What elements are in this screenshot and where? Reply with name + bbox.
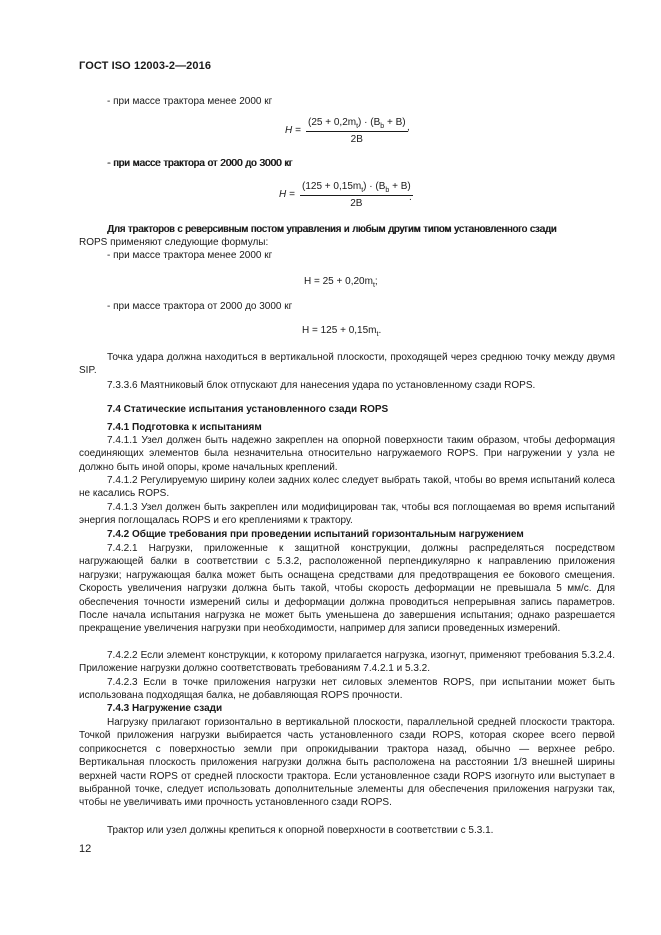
paragraph-7-4-2-1: 7.4.2.1 Нагрузки, приложенные к защитной конструкции, должны распределяться посредством нагружающей балки в соответствии с 5.3.2, расположенной перпендикулярно к направлению приложения нагрузки; нагружающая балка может быть оснащена средствами для предотвращения ее бокового смещения. Скорость увеличения нагрузки должна быть такой, чтобы скорость деформации не превышала 5 мм/с. Для обеспечения точности измерений силы и деформации должна проводиться непрерывная запись параметров. После начала испытания нагрузка не может быть уменьшена до завершения испытания; однако разрешается прекращение увеличения нагрузки при необходимости, например для записи проведенных измерений. [79,543,615,635]
paragraph-7-4-1-3: 7.4.1.3 Узел должен быть закреплен или модифицирован так, чтобы вся поглощаемая во время испытаний энергия поглощалась ROPS и его креплениями к трактору. [79,502,615,527]
section-heading-7-4-2: 7.4.2 Общие требования при проведении испытаний горизонтальным нагружением [107,529,524,540]
mass-condition-line: - при массе трактора от 2000 до 3000 кг [107,158,293,169]
paragraph-impact-point: Точка удара должна находиться в вертикальной плоскости, проходящей через среднюю точку между двумя SIP. [79,352,615,377]
paragraph-7-4-2-2: 7.4.2.2 Если элемент конструкции, к которому прилагается нагрузка, изогнут, применяют требования 5.3.2.4. Приложение нагрузки должно соответствовать требованиям 7.4.2.1 и 5.3.2. [79,650,615,675]
paragraph-7-4-1-1: 7.4.1.1 Узел должен быть надежно закреплен на опорной поверхности таким образом, чтобы деформация соединяющих элементов была незначительна относительно нагружаемого ROPS. При нагружении у узла не должно быть иной опоры, кроме начальных креплений. [79,435,615,473]
paragraph-7-4-2-3: 7.4.2.3 Если в точке приложения нагрузки нет силовых элементов ROPS, при испытании может быть использована подходящая балка, не добавляющая ROPS прочности. [79,677,615,702]
section-heading-7-4-1: 7.4.1 Подготовка к испытаниям [107,422,262,433]
document-header: ГОСТ ISO 12003-2—2016 [79,60,212,72]
formula-lhs: H = [279,189,295,200]
formula-3: $H = 25 + 0,20m_t$; [304,276,378,289]
reverse-post-intro: Для тракторов с реверсивным постом управления и любым другим типом установленного сзади [107,224,557,235]
formula-4: $H = 125 + 0,15m_t$. [302,325,382,338]
formula-fraction: $\frac{(125 + 0,15m_t) \cdot (B_b + B)}{2B}$ [302,181,411,209]
section-heading-7-4-3: 7.4.3 Нагружение сзади [107,703,223,714]
paragraph-7-3-3-6: 7.3.3.6 Маятниковый блок отпускают для нанесения удара по установленному сзади ROPS. [107,380,536,391]
paragraph-7-4-3-fixing: Трактор или узел должны крепиться к опорной поверхности в соответствии с 5.3.1. [107,825,494,836]
page-number: 12 [79,843,92,855]
formula-lhs: H = [285,125,301,136]
paragraph-7-4-1-2: 7.4.1.2 Регулируемую ширину колеи задних колес следует выбрать такой, чтобы во время испытаний колеса не касались ROPS. [79,475,615,500]
mass-condition-line: - при массе трактора менее 2000 кг [107,96,273,107]
paragraph-7-4-3-rear-load: Нагрузку прилагают горизонтально в вертикальной плоскости, параллельной средней плоскости трактора. Точкой приложения нагрузки выбирается часть установленного сзади ROPS, которая скорее всего первой соприкоснется с поверхностью земли при опрокидывании трактора назад, обычно — верхнее ребро. Вертикальная плоскость приложения нагрузки должна быть расположена на расстоянии 1/3 внешней ширины верхней части ROPS от средней плоскости трактора. Если установленное сзади ROPS изогнуто или выступает в выбранной точке, следует использовать дополнительные элементы для обеспечения приложения нагрузки так, чтобы не увеличивать ими прочность установленного сзади ROPS. [79,717,615,809]
mass-condition-line: - при массе трактора от 2000 до 3000 кг [107,301,293,312]
reverse-post-intro-cont: ROPS применяют следующие формулы: [79,237,269,248]
section-heading-7-4: 7.4 Статические испытания установленного сзади ROPS [107,404,389,415]
mass-condition-line: - при массе трактора менее 2000 кг [107,250,273,261]
formula-fraction: $\frac{(25 + 0,2m_t) \cdot (B_b + B)}{2B}$ [308,117,406,145]
